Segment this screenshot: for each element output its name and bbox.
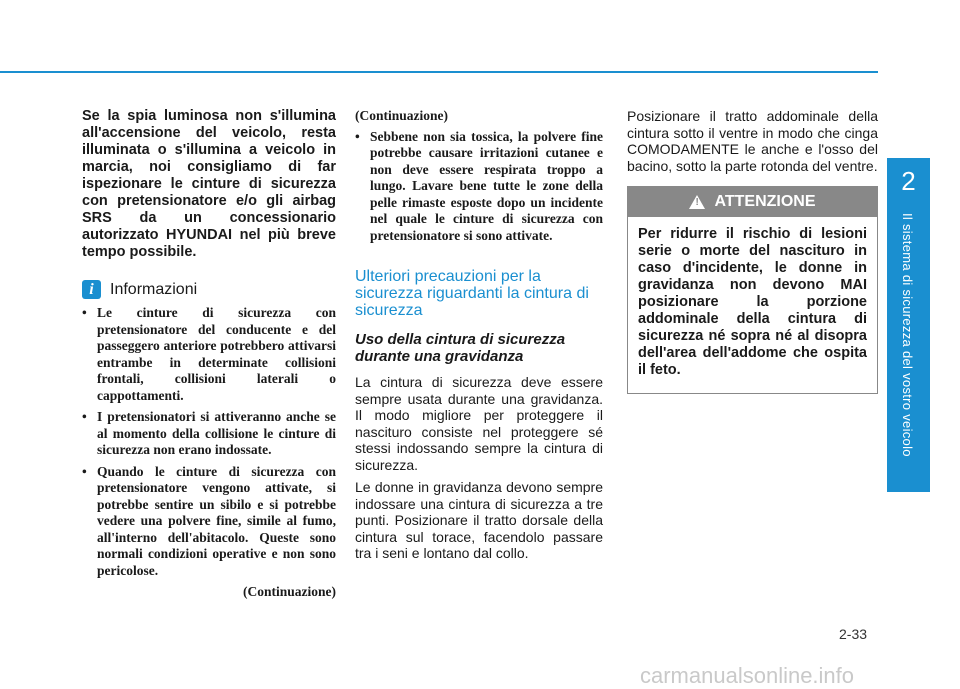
column-right bbox=[627, 108, 878, 394]
list-item: • I pretensionatori si attiveranno anche se al momento della collisione le cinture di sicurezza non erano indossate. bbox=[82, 409, 336, 459]
body-paragraph: Le donne in gravidanza devono sempre indossare una cintura di sicurezza a tre punti. Posizionare il tratto dorsale della cintura sul torace, facendolo passare tra i seni e lontano dal collo. bbox=[355, 479, 603, 561]
list-item: • Quando le cinture di sicurezza con pretensionatore vengono attivate, si potrebbe sentire un sibilo e si potrebbe vedere una polvere fine, simile al fumo, all'interno dell'abitacolo. Queste sono normali condizioni operative e non sono pericolose. bbox=[82, 464, 336, 580]
column-left bbox=[82, 108, 336, 601]
warning-box bbox=[627, 186, 878, 394]
chapter-title: Il sistema di sicurezza del vostro veicolo bbox=[900, 213, 915, 457]
info-title: Informazioni bbox=[110, 280, 198, 298]
continues-label: (Continuazione) bbox=[242, 584, 336, 599]
body-paragraph: Posizionare il tratto addominale della cintura sotto il ventre in modo che cinga COMODAMENTE le anche e l'osso del bacino, sotto la parte rotonda del ventre. bbox=[627, 108, 878, 174]
warning-lamp-note: Se la spia luminosa non s'illumina all'accensione del veicolo, resta illuminata o s'illumina a veicolo in marcia, noi consigliamo di far ispezionare le cinture di sicurezza con pretensionatore e/o gli airbag SRS da un concessionario autorizzato HYUNDAI nel più breve tempo possibile. bbox=[82, 108, 336, 260]
info-heading bbox=[82, 280, 336, 299]
page-number: 2-33 bbox=[839, 626, 868, 642]
warning-header bbox=[628, 187, 877, 217]
chapter-tab bbox=[887, 158, 930, 492]
watermark: carmanualsonline.info bbox=[640, 663, 855, 688]
body-paragraph: La cintura di sicurezza deve essere sempre usata durante una gravidanza. Il modo migliore per proteggere il nascituro consiste nel proteggere sé stessi indossando sempre la cintura di sicurezza. bbox=[355, 374, 603, 473]
column-middle bbox=[355, 108, 603, 568]
list-item: • Le cinture di sicurezza con pretensionatore del conducente e del passeggero anteriore potrebbero attivarsi entrambe in determinate collisioni frontali, collisioni laterali o cappottamenti. bbox=[82, 305, 336, 404]
info-icon: i bbox=[82, 280, 101, 299]
warning-title: ATTENZIONE bbox=[714, 193, 816, 210]
warning-triangle-icon: ! bbox=[689, 195, 705, 209]
info-bullet-list-continued bbox=[355, 129, 603, 245]
section-heading: Ulteriori precauzioni per la sicurezza riguardanti la cintura di sicurezza bbox=[355, 268, 589, 319]
chapter-number: 2 bbox=[901, 166, 916, 196]
sub-heading: Uso della cintura di sicurezza durante una gravidanza bbox=[355, 331, 566, 365]
list-item: • Sebbene non sia tossica, la polvere fine potrebbe causare irritazioni cutanee e non deve essere respirata troppo a lungo. Lavare bene tutte le zone della pelle rimaste esposte dopo un incidente nel quale le cinture di sicurezza con pretensionatore si sono attivate. bbox=[355, 129, 603, 245]
info-bullet-list bbox=[82, 305, 336, 579]
warning-text: Per ridurre il rischio di lesioni serie o morte del nascituro in caso d'incidente, le donne in gravidanza non devono MAI posizionare la porzione addominale della cintura di sicurezza né sopra né al disopra dell'area dell'addome che ospita il feto. bbox=[638, 226, 867, 378]
continued-label: (Continuazione) bbox=[355, 108, 449, 123]
header-rule bbox=[0, 71, 878, 73]
